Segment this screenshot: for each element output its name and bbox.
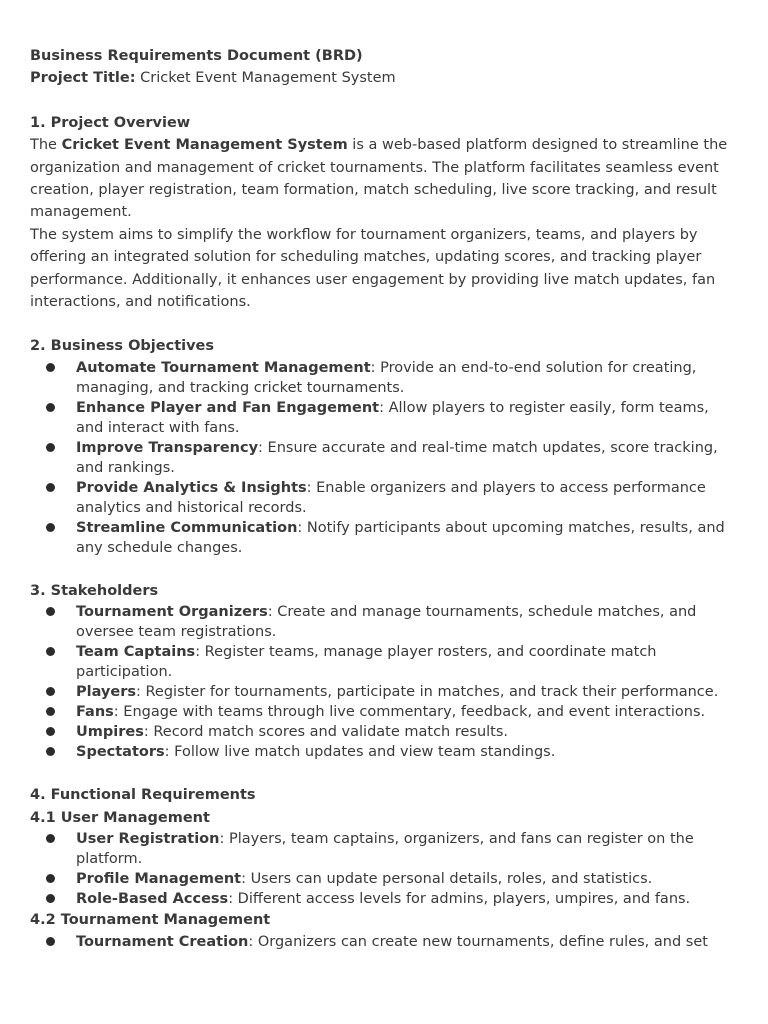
overview-paragraph-2: The system aims to simplify the workflow for tournament organizers, teams, and players by offering an integrated solution for scheduling matches, updating scores, and tracking player performance. Additionally, it enhances user engagement by providing live match updates, fan interactions, and notifications. [30,226,716,311]
section-heading-objectives: 2. Business Objectives [30,338,215,355]
subsection-heading-tournament-management: 4.2 Tournament Management [30,912,271,929]
list-item-term: Profile Management [76,871,242,888]
list-item-term: Streamline Communication [76,519,298,536]
overview-p1-bold: Cricket Event Management System [61,137,348,154]
list-item-term: Automate Tournament Management [76,359,371,376]
bullet-icon [46,707,55,716]
bullet-icon [46,403,55,412]
list-item [30,358,738,398]
list-item [30,438,738,478]
objectives-list [30,358,738,558]
list-item-text: : Ensure accurate and real-time match updates, score tracking, and rankings. [76,439,718,476]
list-item-text: : Provide an end-to-end solution for creating, managing, and tracking cricket tournaments. [76,359,697,396]
list-item [30,682,738,702]
list-item-term: Role-Based Access [76,891,229,908]
list-item-term: Improve Transparency [76,439,259,456]
tournament-management-list [30,932,738,952]
list-item-text: : Engage with teams through live commentary, feedback, and event interactions. [113,704,706,721]
list-item-term: Enhance Player and Fan Engagement [76,399,380,416]
list-item-text: : Enable organizers and players to access performance analytics and historical records. [76,479,706,516]
list-item [30,889,738,909]
section-heading-functional: 4. Functional Requirements [30,787,256,804]
section-heading-overview: 1. Project Overview [30,114,191,131]
list-item-term: Players [76,684,137,701]
bullet-icon [46,687,55,696]
stakeholders-list [30,602,738,762]
list-item-text: : Players, team captains, organizers, and fans can register on the platform. [76,831,694,868]
list-item-text: : Register for tournaments, participate in matches, and track their performance. [136,684,719,701]
list-item [30,829,738,869]
project-title-line [30,67,738,89]
list-item-term: Tournament Organizers [76,604,268,621]
list-item-term: Umpires [76,724,144,741]
bullet-icon [46,443,55,452]
subsection-heading-user-management: 4.1 User Management [30,809,210,826]
document-title: Business Requirements Document (BRD) [30,48,363,64]
list-item [30,642,738,682]
list-item-term: Spectators [76,744,165,761]
bullet-icon [46,523,55,532]
list-item [30,398,738,438]
overview-paragraph-1 [30,134,738,224]
bullet-icon [46,727,55,736]
list-item-term: Fans [76,704,114,721]
list-item-text: : Organizers can create new tournaments, define rules, and set [248,933,708,950]
list-item-term: Tournament Creation [76,933,249,950]
bullet-icon [46,937,55,946]
section-heading-stakeholders: 3. Stakeholders [30,582,159,599]
bullet-icon [46,747,55,756]
list-item-text: : Notify participants about upcoming matches, results, and any schedule changes. [76,519,725,556]
bullet-icon [46,607,55,616]
bullet-icon [46,834,55,843]
list-item-text: : Create and manage tournaments, schedule matches, and oversee team registrations. [76,604,697,641]
list-item-text: : Allow players to register easily, form teams, and interact with fans. [76,399,709,436]
bullet-icon [46,894,55,903]
list-item-text: : Different access levels for admins, players, umpires, and fans. [228,891,691,908]
list-item-text: : Users can update personal details, roles, and statistics. [241,871,653,888]
bullet-icon [46,874,55,883]
project-title-value: Cricket Event Management System [135,70,396,87]
list-item [30,602,738,642]
list-item-term: Team Captains [76,644,196,661]
list-item [30,702,738,722]
list-item-text: : Register teams, manage player rosters, and coordinate match participation. [76,644,657,681]
list-item-text: : Record match scores and validate match results. [143,724,509,741]
bullet-icon [46,647,55,656]
overview-p1-post: is a web-based platform designed to streamline the organization and management of cricket tournaments. The platform facilitates seamless event creation, player registration, team formation, match scheduling, live score tracking, and result management. [30,137,728,221]
list-item [30,722,738,742]
list-item-text: : Follow live match updates and view team standings. [164,744,556,761]
list-item [30,518,738,558]
list-item-term: User Registration [76,831,220,848]
overview-p1-pre: The [30,137,62,154]
project-title-label: Project Title: [30,70,136,87]
list-item [30,478,738,518]
user-management-list [30,829,738,909]
list-item [30,869,738,889]
list-item [30,932,738,952]
bullet-icon [46,483,55,492]
bullet-icon [46,363,55,372]
list-item [30,742,738,762]
list-item-term: Provide Analytics & Insights [76,479,307,496]
